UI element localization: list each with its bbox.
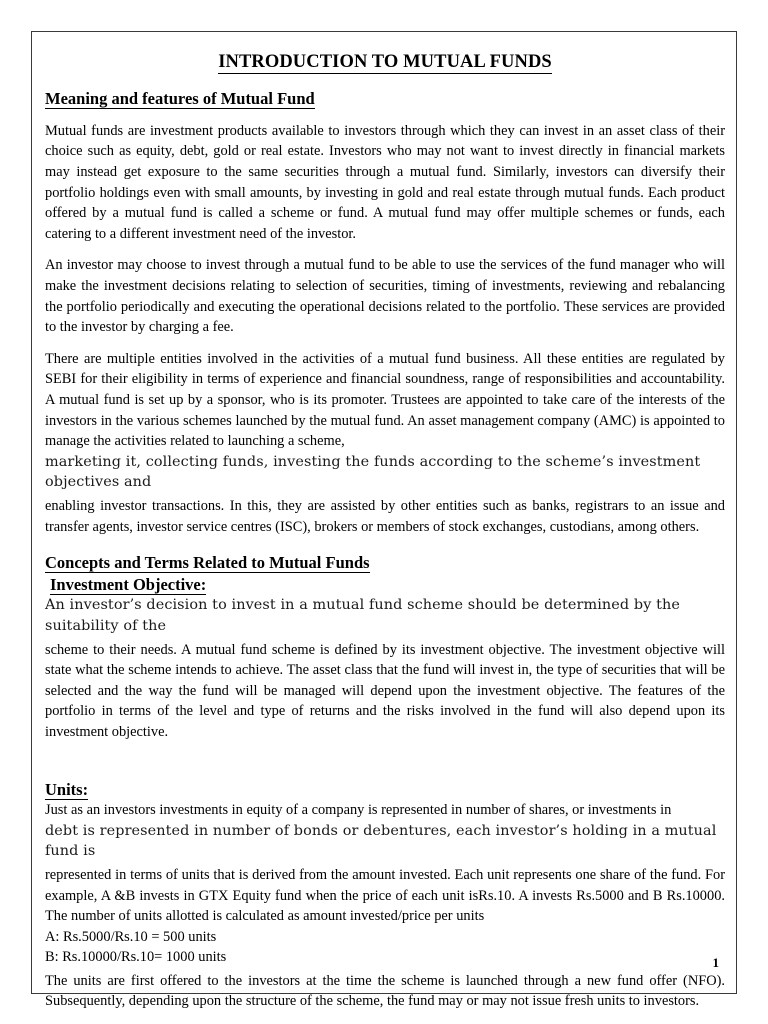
paragraph-investment-objective-rest: scheme to their needs. A mutual fund scheme is defined by its investment objective. The investment objective will state what the scheme intends to achieve. The asset class that the fund will invest in, the type of securities that will be selected and the way the fund will be managed will depend upon the investment objective. The features of the portfolio in terms of the level and type of returns and the risks involved in the fund will also depend upon its investment objective. <box>45 641 725 740</box>
page-title <box>45 51 725 73</box>
section-spacer <box>45 743 725 764</box>
heading-investment-objective <box>45 575 725 596</box>
page-content-area <box>45 42 725 1010</box>
heading-concepts-and-terms-text: Concepts and Terms Related to Mutual Funds <box>45 553 370 573</box>
paragraph-units-part2: represented in terms of units that is derived from the amount invested. Each unit represents one share of the fund. For example, A &B invests in GTX Equity fund when the price of each unit isRs.10. A invests Rs.5000 and B Rs.10000. The number of units allotted is calculated as amount invested/price per units <box>45 866 725 925</box>
paragraph-units-part1: Just as an investors investments in equity of a company is represented in number of shares, or investments in <box>45 802 672 819</box>
paragraph-investment-objective-alt-line: An investor’s decision to invest in a mutual fund scheme should be determined by the suitability of the <box>45 597 680 634</box>
heading-units-text: Units: <box>45 779 89 799</box>
paragraph-entities-part1: There are multiple entities involved in the activities of a mutual fund business. All these entities are regulated by SEBI for their eligibility in terms of experience and financial soundness, range of responsibilities and accountability. A mutual fund is set up by a sponsor, who is its promoter. Trustees are appointed to take care of the interests of the investors in the various schemes launched by the mutual fund. An asset management company (AMC) is appointed to manage the activities related to launching a scheme, <box>45 350 725 450</box>
calculation-line-b: B: Rs.10000/Rs.10= 1000 units <box>45 949 227 966</box>
paragraph-fund-manager-services: An investor may choose to invest through a mutual fund to be able to use the services of the fund manager who will make the investment decisions relating to selection of securities, timing of investments, reviewing and rebalancing the portfolio periodically and executing the operational decisions related to the portfolio. These services are provided to the investor by charging a fee. <box>45 257 725 336</box>
heading-meaning-and-features <box>45 89 725 110</box>
paragraph-units-alt-line: debt is represented in number of bonds or debentures, each investor’s holding in a mutual fund is <box>45 822 717 860</box>
page-title-text: INTRODUCTION TO MUTUAL FUNDS <box>218 52 552 72</box>
paragraph-entities-part2: enabling investor transactions. In this, they are assisted by other entities such as banks, registrars to an issue and transfer agents, investor service centres (ISC), brokers or members of stock exchanges, custodians, among others. <box>45 497 725 535</box>
heading-units <box>45 780 725 801</box>
page-number: 1 <box>712 955 719 970</box>
calculation-line-a: A: Rs.5000/Rs.10 = 500 units <box>45 928 217 945</box>
heading-meaning-and-features-text: Meaning and features of Mutual Fund <box>45 89 315 109</box>
heading-concepts-and-terms <box>45 553 725 574</box>
heading-investment-objective-text: Investment Objective: <box>50 574 207 594</box>
paragraph-nfo-units: The units are first offered to the investors at the time the scheme is launched through a new fund offer (NFO). Subsequently, depending upon the structure of the scheme, the fund may or may not issue fresh units to investors. <box>45 972 725 1010</box>
page-border-frame <box>31 31 737 1010</box>
paragraph-mutual-funds-overview: Mutual funds are investment products available to investors through which they can invest in an asset class of their choice such as equity, debt, gold or real estate. Investors who may not want to invest directly in financial markets may instead get exposure to the same securities through a mutual fund. Similarly, investors can diversify their portfolio holdings even with small amounts, by investing in gold and real estate through mutual funds. Each product offered by a mutual fund is called a scheme or fund. A mutual fund may offer multiple schemes or funds, each catering to a different investment need of the investor. <box>45 122 725 242</box>
paragraph-entities-alt-line: marketing it, collecting funds, investing the funds according to the scheme’s investment objectives and <box>45 453 701 491</box>
